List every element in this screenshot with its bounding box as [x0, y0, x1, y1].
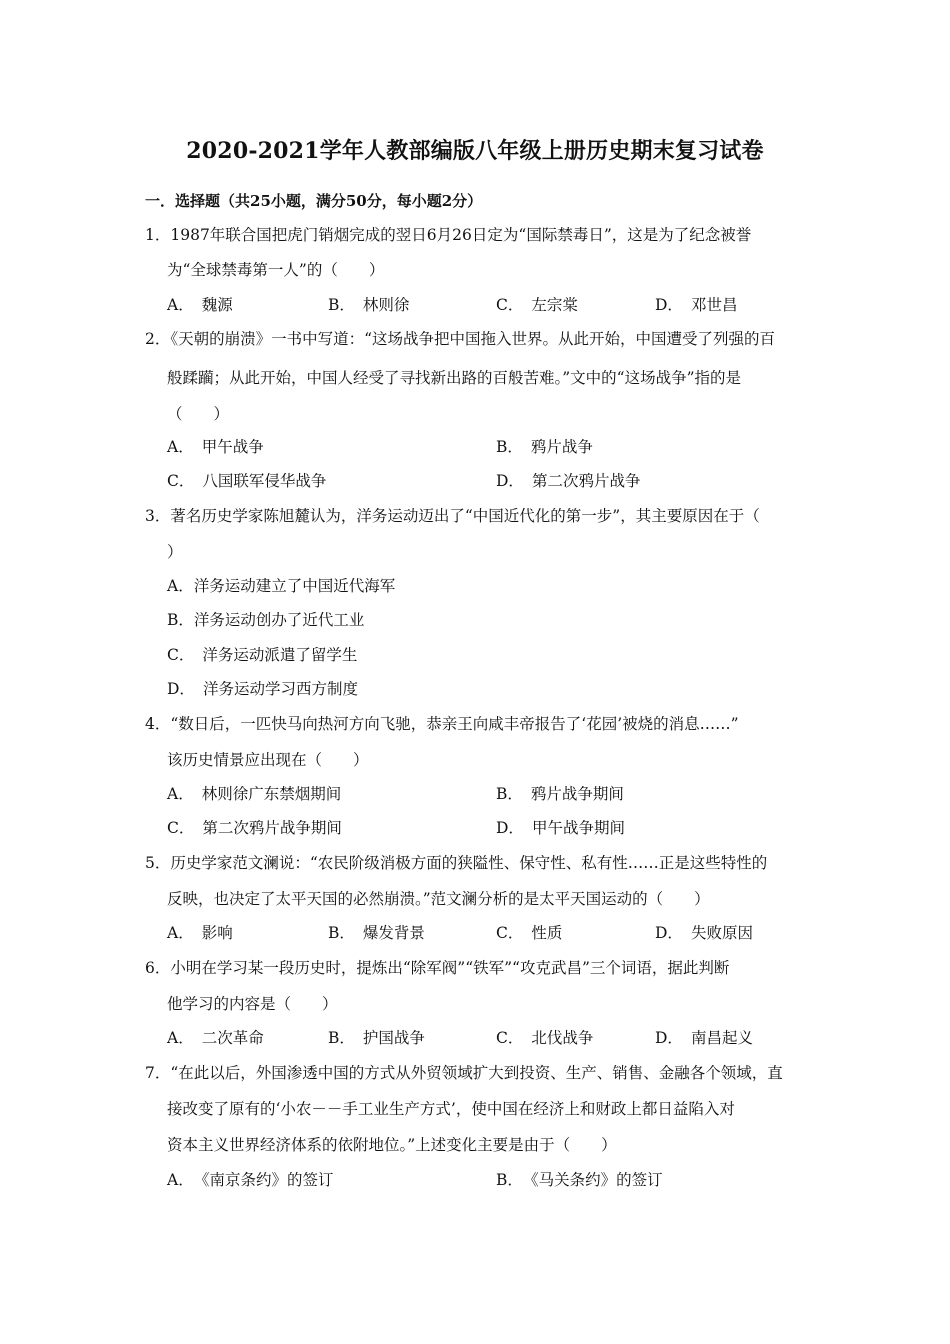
- q7-option-b[interactable]: [496, 1170, 663, 1190]
- option-text: 北伐战争: [531, 1029, 594, 1047]
- q1-option-c[interactable]: [496, 295, 578, 315]
- q3-option-a[interactable]: [167, 576, 395, 596]
- option-label: A．: [167, 1029, 194, 1047]
- option-label: A．: [167, 924, 194, 942]
- question-7-stem: 7．“在此以后，外国渗透中国的方式从外贸领域扩大到投资、生产、销售、金融各个领域，直: [145, 1064, 783, 1082]
- option-text: 失败原因: [690, 924, 753, 942]
- q4-option-a[interactable]: [167, 784, 341, 804]
- option-text: 邓世昌: [690, 296, 738, 314]
- q4-option-b[interactable]: [496, 784, 624, 804]
- option-label: D．: [655, 924, 683, 942]
- question-3-stem-cont: ）: [167, 543, 183, 561]
- q2-option-d[interactable]: [496, 471, 640, 491]
- option-label: C．: [167, 472, 195, 490]
- option-text: 二次革命: [201, 1029, 264, 1047]
- option-text: 洋务运动建立了中国近代海军: [193, 577, 396, 595]
- option-label: A．: [167, 785, 194, 803]
- option-label: D．: [496, 819, 524, 837]
- q1-option-b[interactable]: [328, 295, 409, 315]
- q3-option-b[interactable]: [167, 610, 364, 630]
- option-text: 《马关条约》的签订: [530, 1171, 663, 1189]
- q1-option-d[interactable]: [655, 295, 737, 315]
- question-2-stem: 2．《天朝的崩溃》一书中写道：“这场战争把中国拖入世界。从此开始，中国遭受了列强的百: [145, 330, 776, 348]
- q7-option-a[interactable]: [167, 1170, 333, 1190]
- q2-option-c[interactable]: [167, 471, 326, 491]
- option-label: C．: [496, 924, 524, 942]
- option-text: 爆发背景: [362, 924, 425, 942]
- option-label: A．: [167, 296, 194, 314]
- page-title: 2020-2021学年人教部编版八年级上册历史期末复习试卷: [186, 138, 764, 164]
- q4-option-c[interactable]: [167, 818, 342, 838]
- option-text: 鸦片战争: [530, 438, 593, 456]
- option-text: 左宗棠: [531, 296, 578, 314]
- q3-option-c[interactable]: [167, 645, 357, 665]
- option-label: D．: [655, 296, 683, 314]
- option-text: 魏源: [201, 296, 233, 314]
- question-6-stem: 6．小明在学习某一段历史时，提炼出“除军阀”“铁军”“攻克武昌”三个词语，据此判断: [145, 959, 730, 977]
- option-label: C．: [167, 646, 195, 664]
- question-5-stem: 5．历史学家范文澜说：“农民阶级消极方面的狭隘性、保守性、私有性……正是这些特性的: [145, 854, 768, 872]
- question-7-stem-cont: 接改变了原有的‘小农－－手工业生产方式’，使中国在经济上和财政上都日益陷入对: [167, 1100, 735, 1118]
- question-3-stem: 3．著名历史学家陈旭麓认为，洋务运动迈出了“中国近代化的第一步”，其主要原因在于（: [145, 507, 760, 525]
- option-text: 影响: [201, 924, 233, 942]
- option-label: B．: [496, 785, 523, 803]
- option-text: 甲午战争: [201, 438, 264, 456]
- option-label: B．: [167, 611, 194, 629]
- option-text: 鸦片战争期间: [530, 785, 624, 803]
- option-label: B．: [496, 1171, 523, 1189]
- q6-option-b[interactable]: [328, 1028, 425, 1048]
- option-text: 洋务运动派遣了留学生: [202, 646, 358, 664]
- option-label: D．: [655, 1029, 683, 1047]
- option-label: A．: [167, 1171, 194, 1189]
- option-label: A．: [167, 438, 194, 456]
- q5-option-d[interactable]: [655, 923, 753, 943]
- option-label: C．: [496, 1029, 524, 1047]
- question-5-stem-cont: 反映，也决定了太平天国的必然崩溃。”范文澜分析的是太平天国运动的（ ）: [167, 890, 710, 908]
- q6-option-a[interactable]: [167, 1028, 264, 1048]
- q5-option-b[interactable]: [328, 923, 425, 943]
- option-text: 护国战争: [362, 1029, 425, 1047]
- option-label: B．: [328, 924, 355, 942]
- option-text: 第二次鸦片战争期间: [202, 819, 342, 837]
- option-text: 甲午战争期间: [531, 819, 625, 837]
- option-label: B．: [328, 1029, 355, 1047]
- option-label: B．: [328, 296, 355, 314]
- q5-option-a[interactable]: [167, 923, 233, 943]
- question-4-stem-cont: 该历史情景应出现在（ ）: [167, 751, 369, 769]
- question-4-stem: 4．“数日后，一匹快马向热河方向飞驰，恭亲王向咸丰帝报告了‘花园’被烧的消息……”: [145, 715, 739, 733]
- option-text: 洋务运动创办了近代工业: [193, 611, 365, 629]
- q1-option-a[interactable]: [167, 295, 233, 315]
- section-heading: 一．选择题（共25小题，满分50分，每小题2分）: [145, 192, 483, 210]
- option-text: 八国联军侵华战争: [202, 472, 327, 490]
- option-text: 洋务运动学习西方制度: [202, 680, 358, 698]
- q4-option-d[interactable]: [496, 818, 625, 838]
- question-2-stem-cont: （ ）: [167, 405, 230, 423]
- option-text: 林则徐广东禁烟期间: [201, 785, 342, 803]
- option-text: 林则徐: [362, 296, 410, 314]
- option-label: B．: [496, 438, 523, 456]
- q2-option-b[interactable]: [496, 437, 593, 457]
- option-label: D．: [496, 472, 524, 490]
- question-7-stem-cont: 资本主义世界经济体系的依附地位。”上述变化主要是由于（ ）: [167, 1136, 617, 1154]
- question-2-stem-cont: 般蹂躏；从此开始，中国人经受了寻找新出路的百般苦难。”文中的“这场战争”指的是: [167, 369, 742, 387]
- option-label: A．: [167, 577, 194, 595]
- question-1-stem-cont: 为“全球禁毒第一人”的（ ）: [167, 261, 385, 279]
- option-text: 第二次鸦片战争: [531, 472, 641, 490]
- option-label: C．: [167, 819, 195, 837]
- q3-option-d[interactable]: [167, 679, 358, 699]
- q6-option-c[interactable]: [496, 1028, 593, 1048]
- option-text: 性质: [531, 924, 563, 942]
- option-text: 南昌起义: [690, 1029, 753, 1047]
- option-label: D．: [167, 680, 195, 698]
- option-label: C．: [496, 296, 524, 314]
- question-1-stem: 1．1987年联合国把虎门销烟完成的翌日6月26日定为“国际禁毒日”，这是为了纪念被誉: [145, 226, 752, 244]
- q5-option-c[interactable]: [496, 923, 562, 943]
- question-6-stem-cont: 他学习的内容是（ ）: [167, 995, 338, 1013]
- option-text: 《南京条约》的签订: [201, 1171, 334, 1189]
- q6-option-d[interactable]: [655, 1028, 753, 1048]
- q2-option-a[interactable]: [167, 437, 264, 457]
